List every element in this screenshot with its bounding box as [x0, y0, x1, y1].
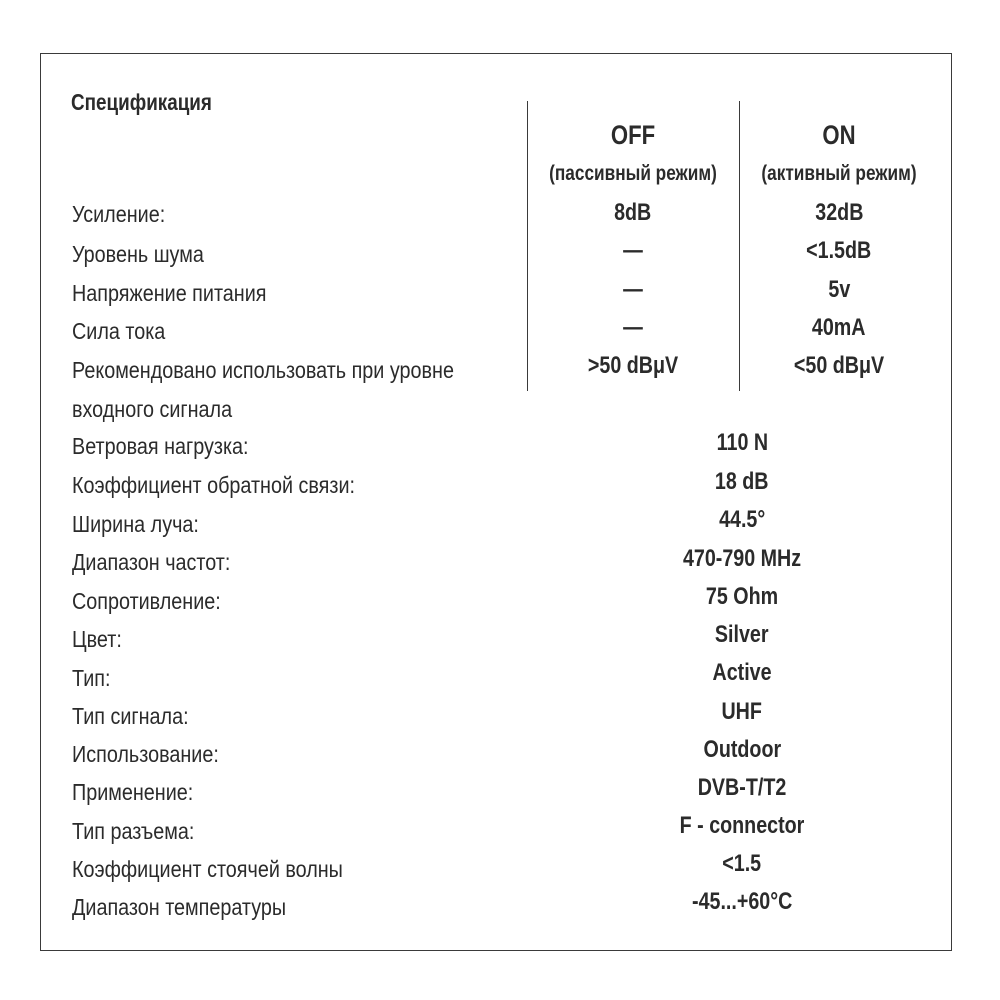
row-application-value	[527, 774, 957, 802]
header-off	[527, 118, 739, 189]
row-gain-on-value: 32dB	[814, 199, 864, 226]
row-impedance-value	[527, 583, 957, 611]
row-gain-label: Усиление:	[72, 201, 166, 227]
row-color-label: Цвет:	[72, 626, 122, 652]
row-voltage-off-value: —	[623, 276, 643, 303]
row-type-value	[527, 659, 957, 687]
row-voltage-on	[739, 276, 939, 304]
row-current-on-value: 40mA	[812, 314, 866, 341]
row-recommended-off	[527, 352, 739, 380]
row-current-on	[739, 314, 939, 342]
row-vswr-value-text: <1.5	[722, 850, 762, 877]
row-color-value-text: Silver	[715, 621, 769, 648]
row-connector-value-text: F - connector	[679, 812, 805, 839]
row-noise-label: Уровень шума	[72, 241, 204, 267]
row-connector-label: Тип разъема:	[72, 818, 195, 844]
row-recommended-off-value: >50 dBμV	[587, 352, 679, 379]
row-signal-value-text: UHF	[721, 698, 763, 725]
row-temperature-value-text: -45...+60°C	[691, 888, 793, 915]
row-usage-value	[527, 736, 957, 764]
row-beam-value-text: 44.5°	[718, 506, 766, 533]
row-wind-value-text: 110 N	[716, 429, 768, 456]
header-on-mode: (активный режим)	[761, 162, 917, 185]
row-impedance-label: Сопротивление:	[72, 588, 221, 614]
row-gain-off-value: 8dB	[614, 199, 652, 226]
row-voltage-off	[527, 276, 739, 304]
row-feedback-label: Коэффициент обратной связи:	[72, 472, 356, 498]
row-wind-value	[527, 429, 957, 457]
row-impedance-value-text: 75 Ohm	[705, 583, 779, 610]
row-current-label: Сила тока	[72, 318, 166, 344]
row-application-label: Применение:	[72, 779, 194, 805]
row-vswr-label: Коэффициент стоячей волны	[72, 856, 343, 882]
row-frequency-value	[527, 545, 957, 573]
row-noise-off-value: —	[623, 237, 643, 264]
row-noise-on	[739, 237, 939, 265]
row-voltage-on-value: 5v	[828, 276, 850, 303]
row-usage-value-text: Outdoor	[703, 736, 781, 763]
row-application-value-text: DVB-T/T2	[697, 774, 787, 801]
row-signal-value	[527, 698, 957, 726]
spec-title: Спецификация	[71, 89, 212, 115]
row-type-value-text: Active	[712, 659, 772, 686]
row-frequency-label: Диапазон частот:	[72, 549, 231, 575]
row-beam-label: Ширина луча:	[72, 511, 199, 537]
row-color-value	[527, 621, 957, 649]
header-off-label: OFF	[610, 120, 656, 150]
row-recommended-on	[739, 352, 939, 380]
header-off-mode: (пассивный режим)	[549, 162, 717, 185]
row-signal-label: Тип сигнала:	[72, 703, 189, 729]
row-wind-label: Ветровая нагрузка:	[72, 433, 249, 459]
row-recommended-label: Рекомендовано использовать при уровне	[72, 357, 454, 383]
row-current-off	[527, 314, 739, 342]
row-recommended-label-cont: входного сигнала	[72, 396, 233, 422]
row-recommended-on-value: <50 dBμV	[793, 352, 885, 379]
row-frequency-value-text: 470-790 MHz	[682, 545, 802, 572]
row-connector-value	[527, 812, 957, 840]
row-voltage-label: Напряжение питания	[72, 280, 267, 306]
row-vswr-value	[527, 850, 957, 878]
row-usage-label: Использование:	[72, 741, 219, 767]
row-temperature-value	[527, 888, 957, 916]
row-noise-on-value: <1.5dB	[806, 237, 872, 264]
row-feedback-value	[527, 468, 957, 496]
row-gain-off	[527, 199, 739, 227]
header-on	[739, 118, 939, 189]
row-gain-on	[739, 199, 939, 227]
row-noise-off	[527, 237, 739, 265]
row-beam-value	[527, 506, 957, 534]
header-on-label: ON	[822, 120, 856, 150]
row-type-label: Тип:	[72, 665, 111, 691]
row-current-off-value: —	[623, 314, 643, 341]
row-temperature-label: Диапазон температуры	[72, 894, 287, 920]
row-feedback-value-text: 18 dB	[715, 468, 769, 495]
